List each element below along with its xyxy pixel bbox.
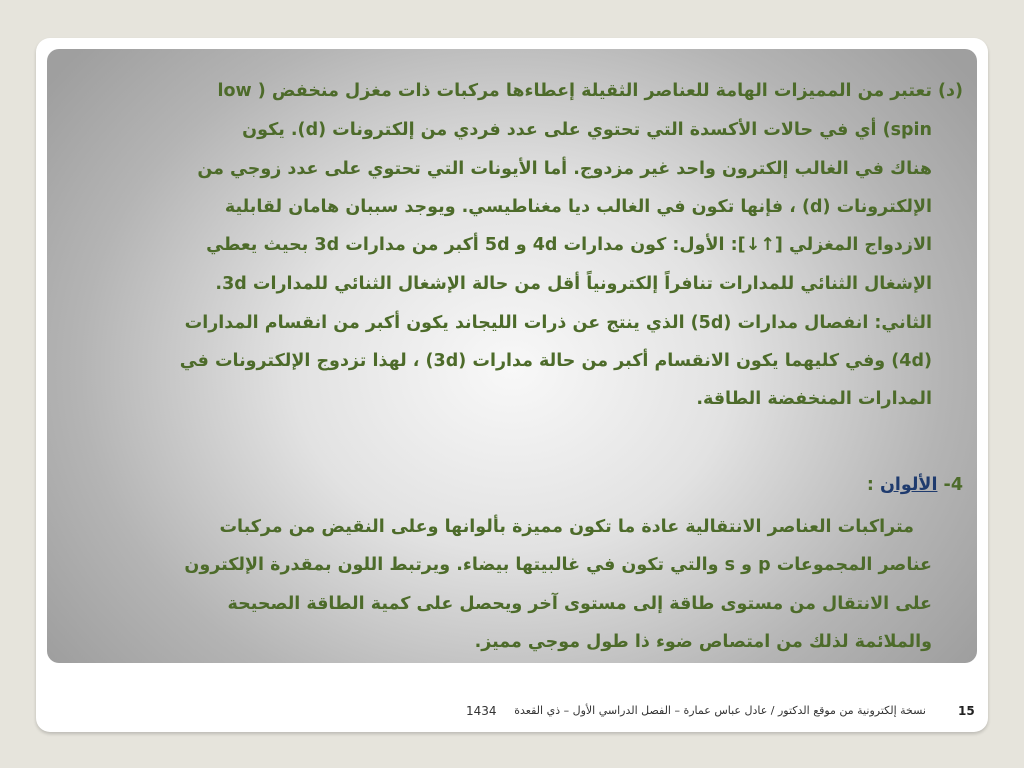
paragraph-d-line-8: (4d) وفي كليهما يكون الانقسام أكبر من حالة مدارات (3d) ، لهذا تزدوج الإلكترونات في: [179, 351, 932, 371]
footer-year: 1434: [466, 704, 497, 718]
paragraph-d-line-9: المدارات المنخفضة الطاقة.: [696, 389, 932, 409]
section-number: 4-: [943, 475, 963, 495]
section-title-link[interactable]: الألوان: [879, 475, 938, 495]
colors-line-1: متراكبات العناصر الانتقالية عادة ما تكون مميزة بألوانها وعلى النقيض من مركبات: [219, 517, 914, 537]
paragraph-d-line-2: spin) أي في حالات الأكسدة التي تحتوي على عدد فردي من إلكترونات (d). يكون: [242, 120, 932, 140]
section-heading: [867, 474, 963, 496]
section-colon: :: [866, 475, 874, 495]
colors-line-4: والملائمة لذلك من امتصاص ضوء ذا طول موجي مميز.: [474, 632, 932, 652]
paragraph-d-line-3: هناك في الغالب إلكترون واحد غير مزدوج. أما الأيونات التي تحتوي على عدد زوجي من: [197, 159, 932, 179]
colors-line-3: على الانتقال من مستوى طاقة إلى مستوى آخر ويحصل على كمية الطاقة الصحيحة: [227, 594, 932, 614]
paragraph-d-line-5: الازدواج المغزلي [↑↓]: الأول: كون مدارات 4d و 5d أكبر من مدارات 3d بحيث يعطي: [206, 235, 932, 255]
paragraph-d-line-4: الإلكترونات (d) ، فإنها تكون في الغالب ديا مغناطيسي. ويوجد سببان هامان لقابلية: [224, 197, 932, 217]
paragraph-d-line-1: (د) تعتبر من المميزات الهامة للعناصر الثقيلة إعطاءها مركبات ذات مغزل منخفض ( low: [217, 81, 963, 101]
paragraph-d-line-6: الإشغال الثنائي للمدارات تنافراً إلكترونياً أقل من حالة الإشغال الثنائي للمدارات 3d.: [215, 274, 932, 294]
colors-line-2: عناصر المجموعات p و s والتي تكون في غالبيتها بيضاء. ويرتبط اللون بمقدرة الإلكترون: [184, 555, 932, 575]
paragraph-d-line-7: الثاني: انفصال مدارات (5d) الذي ينتج عن ذرات الليجاند يكون أكبر من انقسام المدارات: [184, 313, 932, 333]
page-number: 15: [958, 704, 975, 718]
footer-source-text: نسخة إلكترونية من موقع الدكتور / عادل عباس عمارة – الفصل الدراسي الأول – ذي القعدة: [514, 704, 926, 717]
